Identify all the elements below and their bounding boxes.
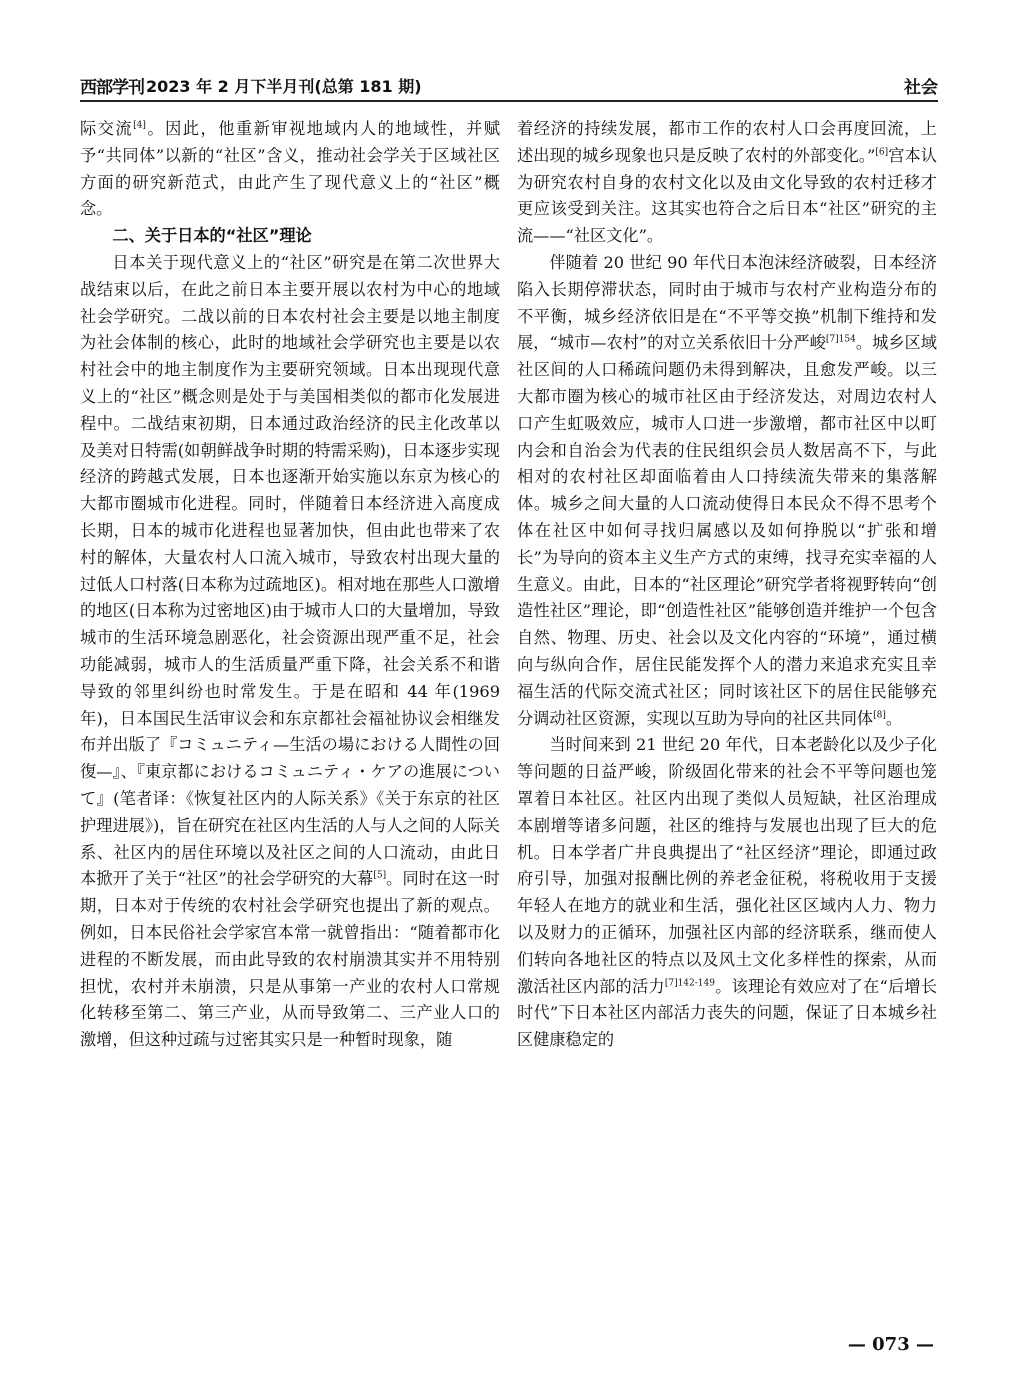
text: 际交流 [80, 119, 134, 138]
section-label: 社会 [904, 77, 938, 98]
header-left [80, 73, 422, 98]
paragraph [517, 250, 937, 732]
citation: [8] [873, 710, 886, 721]
section-heading: 二、关于日本的“社区”理论 [112, 226, 312, 246]
left-column [80, 116, 500, 1054]
paragraph-continued [80, 116, 500, 223]
right-column [517, 116, 937, 1054]
text: 着经济的持续发展，都市工作的农村人口会再度回流，上述出现的城乡现象也只是反映了农村的外部变化。” [517, 119, 937, 165]
text: 。同时在这一时期，日本对于传统的农村社会学研究也提出了新的观点。例如，日本民俗社会学家宫本常一就曾指出：“随着都市化进程的不断发展，而由此导致的农村崩溃其实并不用特别担忧，农村并未崩溃，只是从事第一产业的农村人口常规化转移至第二、第三产业，从而导致第二、三产业人口的激增，但这种过疏与过密其实只是一种暂时现象，随 [80, 869, 500, 1050]
text: 。因此，他重新审视地域内人的地域性，并赋予“共同体”以新的“社区”含义，推动社会学关于区域社区方面的研究新范式，由此产生了现代意义上的“社区”概念。 [80, 119, 501, 219]
citation: [7]154 [825, 334, 856, 345]
running-header [80, 70, 938, 102]
citation: [7]142-149 [664, 978, 715, 989]
paragraph [517, 732, 937, 1054]
text: 日本关于现代意义上的“社区”研究是在第二次世界大战结束以后，在此之前日本主要开展以农村为中心的地域社会学研究。二战以前的日本农村社会主要是以地主制度为社会体制的核心，此时的地域社会学研究也主要是以农村社会中的地主制度作为主要研究领域。日本出现现代意义上的“社区”概念则是处于与美国相类似的都市化发展进程中。二战结束初期，日本通过政治经济的民主化改革以及美对日特需(如朝鲜战争时期的特需采购)，日本逐步实现经济的跨越式发展，日本也逐渐开始实施以东京为核心的大都市圈城市化进程。同时，伴随着日本经济进入高度成长期，日本的城市化进程也显著加快，但由此也带来了农村的解体，大量农村人口流入城市，导致农村出现大量的过低人口村落(日本称为过疏地区)。相对地在那些人口激增的地区(日本称为过密地区)由于城市人口的大量增加，导致城市的生活环境急剧恶化，社会资源出现严重不足，社会功能减弱，城市人的生活质量严重下降，社会关系不和谐导致的邻里纠纷也时常发生。于是在昭和 44 年(1969 年)，日本国民生活审议会和东京都社会福祉协议会相继发布并出版了『コミュニティ—生活の場における人間性の回復—』、『東京都におけるコミュニティ・ケアの進展について』(笔者译：《恢复社区内的人际关系》《关于东京的社区护理进展》)，旨在研究在社区内生活的人与人之间的人际关系、社区内的居住环境以及社区之间的人口流动，由此日本掀开了关于“社区”的社会学研究的大幕 [80, 252, 500, 889]
text: 。城乡区域社区间的人口稀疏问题仍未得到解决，且愈发严峻。以三大都市圈为核心的城市社区由于经济发达，对周边农村人口产生虹吸效应，城市人口进一步激增，都市社区中以町内会和自治会为代表的住民组织会员人数居高不下，与此相对的农村社区却面临着由人口持续流失带来的集落解体。城乡之间大量的人口流动使得日本民众不得不思考个体在社区中如何寻找归属感以及如何挣脱以“扩张和增长”为导向的资本主义生产方式的束缚，找寻充实幸福的人生意义。由此，日本的“社区理论”研究学者将视野转向“创造性社区”理论，即“创造性社区”能够创造并维护一个包含自然、物理、历史、社会以及文化内容的“环境”，通过横向与纵向合作，居住民能发挥个人的潜力来追求充实且幸福生活的代际交流式社区；同时该社区下的居住民能够充分调动社区资源，实现以互助为导向的社区共同体 [517, 333, 937, 728]
text: 。 [885, 708, 903, 728]
paragraph [80, 250, 500, 1054]
text: 宫本认为研究农村自身的农村文化以及由文化导致的农村迁移才更应该受到关注。这其实也符合之后日本“社区”研究的主流——“社区文化”。 [517, 145, 937, 246]
text: 。该理论有效应对了在“后增长时代”下日本社区内部活力丧失的问题，保证了日本城乡社区健康稳定的 [517, 976, 938, 1050]
paragraph-continued [517, 116, 937, 250]
journal-logo: 西部学刊 [80, 77, 144, 98]
text: 当时间来到 21 世纪 20 年代，日本老龄化以及少子化等问题的日益严峻，阶级固化带来的社会不平等问题也笼罩着日本社区。社区内出现了类似人员短缺，社区治理成本剧增等诸多问题，社区的维持与发展也出现了巨大的危机。日本学者广井良典提出了“社区经济”理论，即通过政府引导，加强对报酬比例的养老金征税，将税收用于支援年轻人在地方的就业和生活，强化社区区域内人力、物力以及财力的正循环，加强社区内部的经济联系，继而使人们转向各地社区的特点以及风土文化多样性的探索，从而激活社区内部的活力 [517, 735, 937, 996]
citation: [5] [373, 870, 387, 881]
citation: [4] [133, 120, 146, 131]
citation: [6] [875, 147, 889, 158]
page-number: — 073 — [847, 1334, 934, 1355]
issue-info: 2023 年 2 月下半月刊(总第 181 期) [146, 76, 422, 96]
text: 伴随着 20 世纪 90 年代日本泡沫经济破裂，日本经济陷入长期停滞状态，同时由于城市与农村产业构造分布的不平衡，城乡经济依旧是在“不平等交换”机制下维持和发展，“城市—农村”的对立关系依旧十分严峻 [517, 252, 937, 353]
